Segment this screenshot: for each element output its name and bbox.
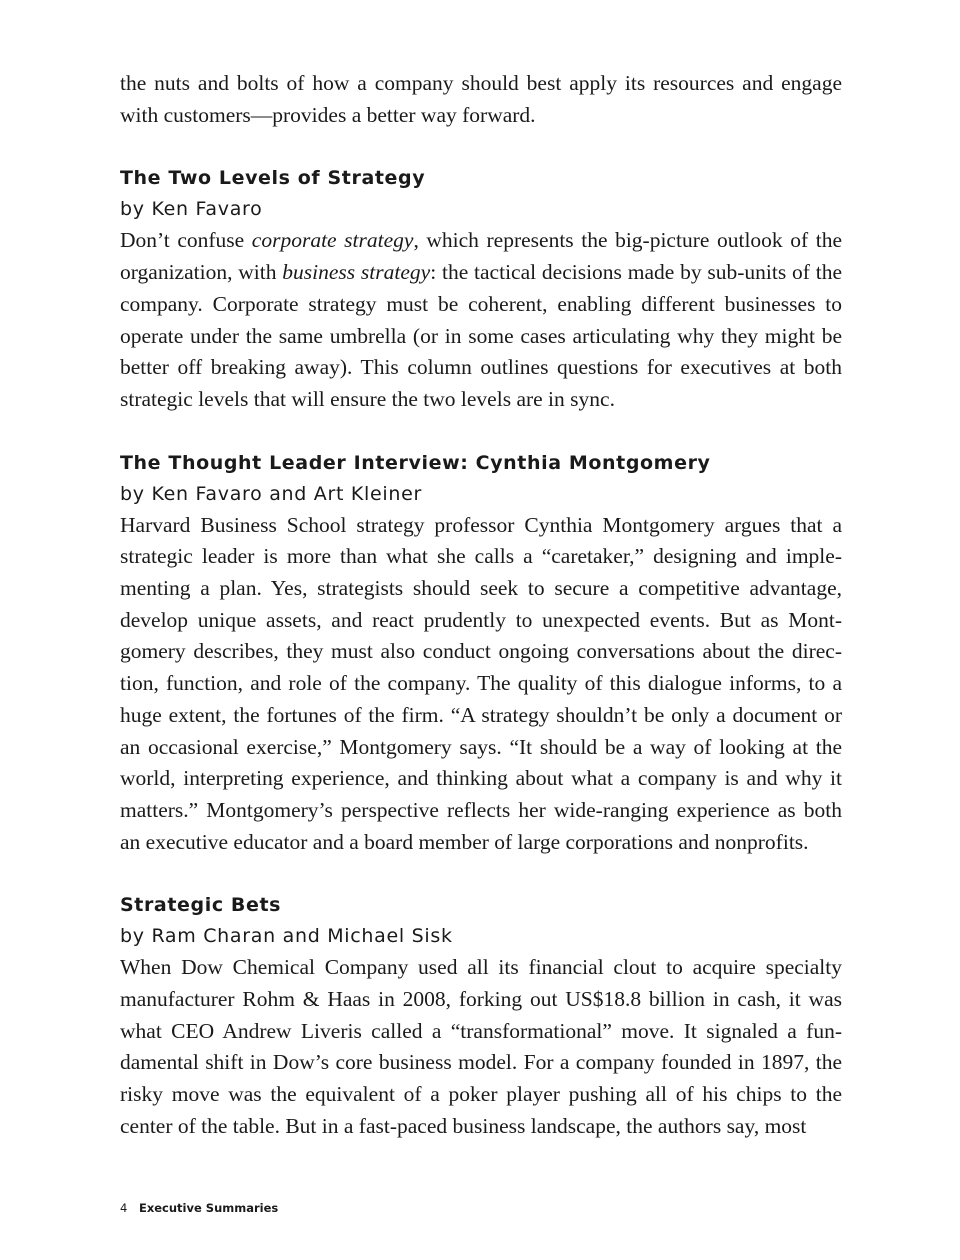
emphasis-business-strategy: business strategy <box>282 260 431 285</box>
section-strategic-bets <box>120 889 842 1142</box>
section-byline: by Ken Favaro and Art Kleiner <box>120 482 423 505</box>
body-text-run: , which represents the big-picture outlook of the organization, with <box>120 228 842 285</box>
page-footer <box>120 1200 278 1216</box>
section-title: The Two Levels of Strategy <box>120 167 426 190</box>
section-body <box>120 225 842 415</box>
section-byline: by Ken Favaro <box>120 198 263 221</box>
body-text-run: : the tactical decisions made by sub-units of the company. Corporate strategy must be coherent, enabling different businesses to operate under the same umbrella (or in some cases articulating why they might be better off breaking away). This column outlines questions for executives at both strategic levels that will ensure the two levels are in sync. <box>120 260 842 411</box>
emphasis-corporate-strategy: corporate strategy <box>251 228 414 253</box>
page-content <box>120 68 842 1174</box>
page-number: 4 <box>120 1201 128 1215</box>
intro-paragraph: the nuts and bolts of how a company should best apply its resources and engage with customers—provides a better way forward. <box>120 71 842 127</box>
section-title: Strategic Bets <box>120 894 282 917</box>
section-byline: by Ram Charan and Michael Sisk <box>120 925 453 948</box>
section-body: When Dow Chemical Company used all its financial clout to acquire specialty manufacturer Rohm & Haas in 2008, forking out US$18.8 billion in cash, it was what CEO Andrew Liveris called a “transformational” move. It signaled a fundamental shift in Dow’s core business model. For a company founded in 1897, the risky move was the equivalent of a poker player pushing all of his chips to the center of the table. But in a fast-paced business landscape, the authors say, most <box>120 955 842 1138</box>
section-thought-leader-interview <box>120 447 842 859</box>
body-text-run: Don’t confuse <box>120 228 252 253</box>
section-body: Harvard Business School strategy professor Cynthia Montgomery argues that a strategic leader is more than what she calls a “caretaker,” designing and implementing a plan. Yes, strategists should seek to secure a competitive advantage, develop unique assets, and react prudently to unexpected events. But as Montgomery describes, they must also conduct ongoing conversations about the direction, function, and role of the company. The quality of this dialogue informs, to a huge extent, the fortunes of the firm. “A strategy shouldn’t be only a document or an occasional exercise,” Montgomery says. “It should be a way of looking at the world, interpreting experience, and thinking about what a company is and why it matters.” Montgomery’s perspective reflects her wide-ranging experience as both an executive educator and a board member of large corporations and nonprofits. <box>120 512 842 854</box>
section-title: The Thought Leader Interview: Cynthia Montgomery <box>120 451 711 474</box>
section-two-levels-of-strategy <box>120 162 842 415</box>
footer-label: Executive Summaries <box>138 1201 279 1215</box>
